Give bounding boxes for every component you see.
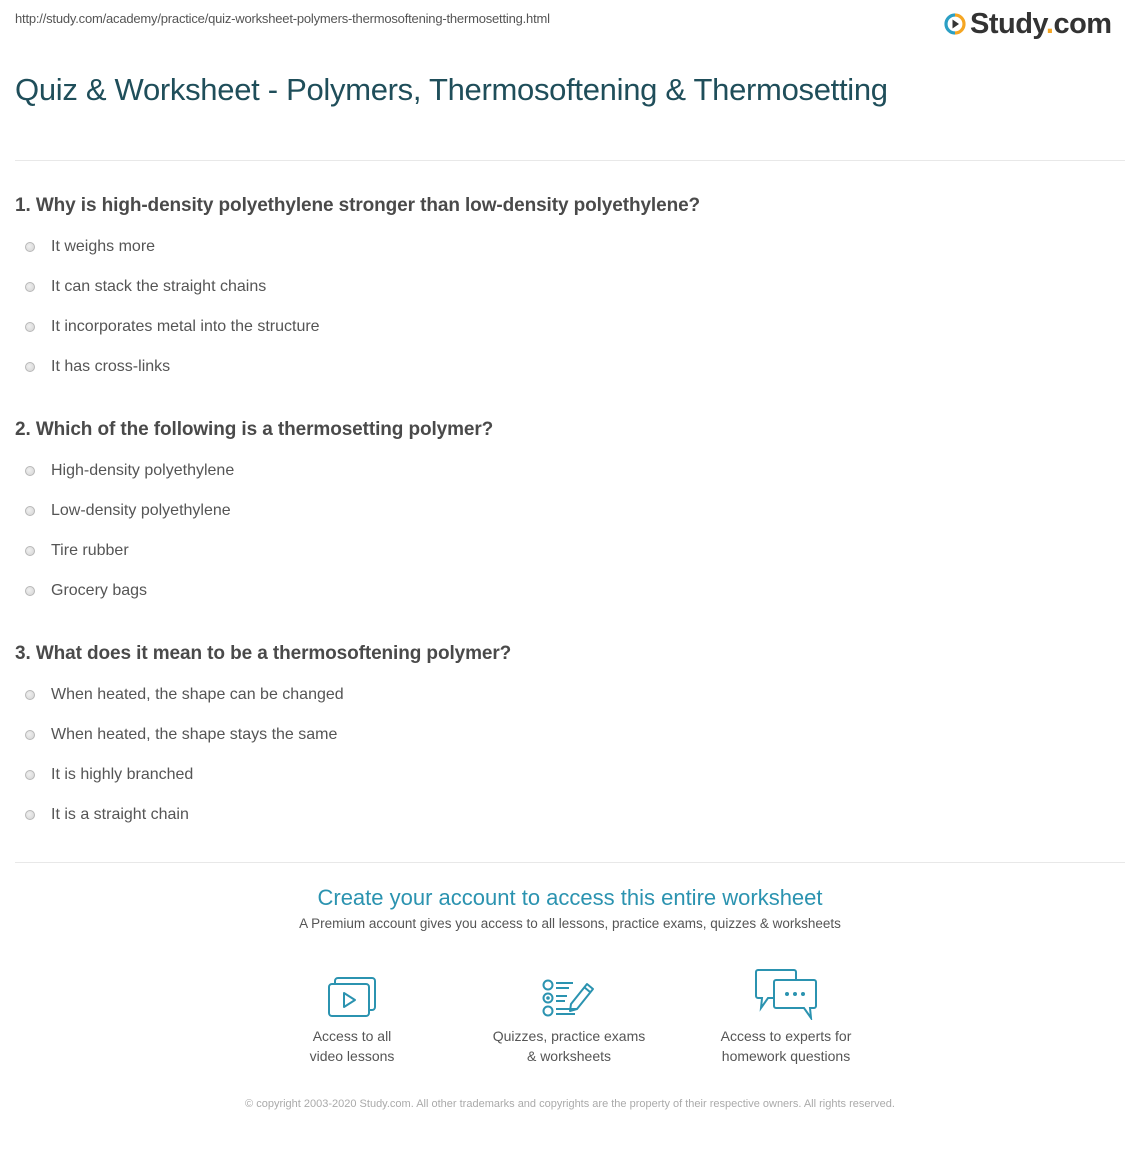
question-2 bbox=[15, 418, 1115, 611]
question-3 bbox=[15, 642, 1115, 835]
page-title: Quiz & Worksheet - Polymers, Thermosoftening & Thermosetting bbox=[15, 72, 888, 107]
radio-button[interactable] bbox=[25, 730, 35, 740]
logo-dot: . bbox=[1045, 8, 1054, 40]
option-label: When heated, the shape can be changed bbox=[51, 686, 344, 703]
study-logo[interactable] bbox=[944, 8, 1112, 40]
feature-experts bbox=[686, 968, 886, 1066]
radio-button[interactable] bbox=[25, 506, 35, 516]
option-label: It is a straight chain bbox=[51, 806, 189, 823]
page-url: http://study.com/academy/practice/quiz-worksheet-polymers-thermosoftening-thermosetting.html bbox=[15, 11, 550, 26]
quiz-checklist-icon bbox=[541, 976, 597, 1020]
feature-video-lessons bbox=[252, 968, 452, 1066]
radio-button[interactable] bbox=[25, 810, 35, 820]
answer-option[interactable] bbox=[15, 715, 1115, 755]
option-label: It can stack the straight chains bbox=[51, 278, 267, 295]
radio-button[interactable] bbox=[25, 466, 35, 476]
radio-button[interactable] bbox=[25, 770, 35, 780]
option-label: It has cross-links bbox=[51, 358, 171, 375]
radio-button[interactable] bbox=[25, 242, 35, 252]
feature-text: Access to all bbox=[312, 1028, 392, 1044]
answer-option[interactable] bbox=[15, 531, 1115, 571]
answer-option[interactable] bbox=[15, 571, 1115, 611]
answer-option[interactable] bbox=[15, 347, 1115, 387]
option-label: It weighs more bbox=[51, 238, 156, 255]
chat-bubbles-icon bbox=[754, 968, 818, 1020]
feature-text: Access to experts for bbox=[720, 1028, 852, 1044]
radio-button[interactable] bbox=[25, 322, 35, 332]
feature-quizzes bbox=[469, 968, 669, 1066]
cta-title[interactable]: Create your account to access this entire worksheet bbox=[317, 885, 823, 910]
logo-text: Study bbox=[970, 8, 1046, 40]
radio-button[interactable] bbox=[25, 546, 35, 556]
feature-text: & worksheets bbox=[526, 1048, 612, 1064]
radio-button[interactable] bbox=[25, 690, 35, 700]
option-label: When heated, the shape stays the same bbox=[51, 726, 338, 743]
question-text: 3. What does it mean to be a thermosoftening polymer? bbox=[15, 643, 512, 664]
logo-tld: com bbox=[1053, 8, 1112, 40]
radio-button[interactable] bbox=[25, 586, 35, 596]
radio-button[interactable] bbox=[25, 282, 35, 292]
option-label: It incorporates metal into the structure bbox=[51, 318, 320, 335]
answer-option[interactable] bbox=[15, 227, 1115, 267]
answer-option[interactable] bbox=[15, 451, 1115, 491]
answer-option[interactable] bbox=[15, 491, 1115, 531]
feature-text: homework questions bbox=[721, 1048, 851, 1064]
feature-text: video lessons bbox=[309, 1048, 395, 1064]
option-label: It is highly branched bbox=[51, 766, 194, 783]
divider bbox=[15, 160, 1125, 161]
video-lessons-icon bbox=[327, 976, 377, 1020]
play-logo-icon bbox=[944, 13, 966, 35]
footer-copyright: © copyright 2003-2020 Study.com. All other trademarks and copyrights are the property of their respective owners. All rights reserved. bbox=[245, 1098, 895, 1110]
answer-option[interactable] bbox=[15, 795, 1115, 835]
question-text: 1. Why is high-density polyethylene stronger than low-density polyethylene? bbox=[15, 195, 701, 216]
question-1 bbox=[15, 194, 1115, 387]
radio-button[interactable] bbox=[25, 362, 35, 372]
feature-text: Quizzes, practice exams bbox=[492, 1028, 646, 1044]
cta-subtitle: A Premium account gives you access to all lessons, practice exams, quizzes & worksheets bbox=[299, 916, 841, 931]
question-text: 2. Which of the following is a thermosetting polymer? bbox=[15, 419, 494, 440]
answer-option[interactable] bbox=[15, 755, 1115, 795]
answer-option[interactable] bbox=[15, 307, 1115, 347]
option-label: High-density polyethylene bbox=[51, 462, 235, 479]
option-label: Grocery bags bbox=[51, 582, 148, 599]
divider bbox=[15, 862, 1125, 863]
answer-option[interactable] bbox=[15, 675, 1115, 715]
option-label: Tire rubber bbox=[51, 542, 129, 559]
option-label: Low-density polyethylene bbox=[51, 502, 231, 519]
answer-option[interactable] bbox=[15, 267, 1115, 307]
